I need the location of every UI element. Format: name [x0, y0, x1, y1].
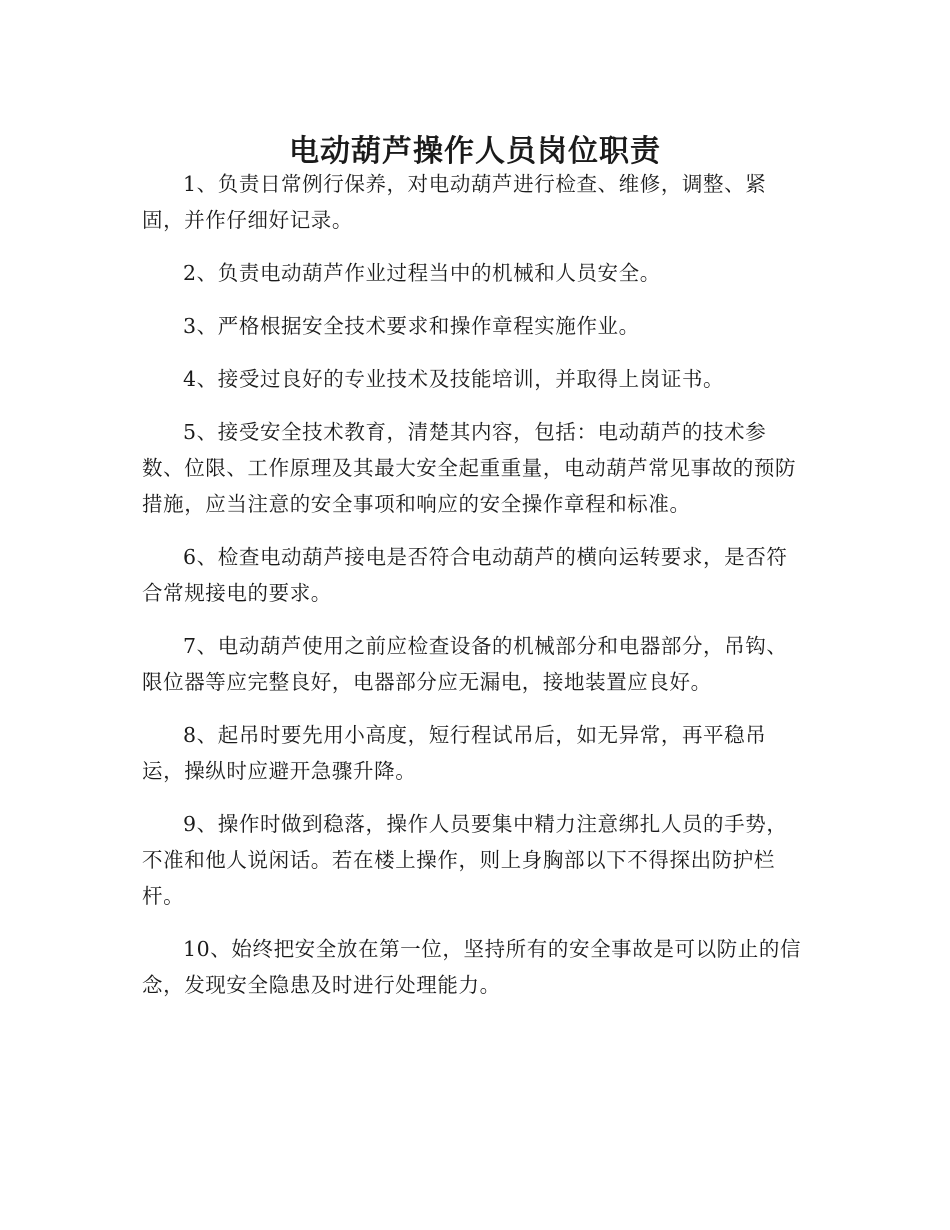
duty-item-8: 8、起吊时要先用小高度，短行程试吊后，如无异常，再平稳吊运，操纵时应避开急骤升降。 — [142, 723, 767, 783]
duty-item-3: 3、严格根据安全技术要求和操作章程实施作业。 — [183, 314, 640, 338]
duty-item-9: 9、操作时做到稳落，操作人员要集中精力注意绑扎人员的手势，不准和他人说闲话。若在楼上操作，则上身胸部以下不得探出防护栏杆。 — [142, 812, 788, 908]
duty-item-7: 7、电动葫芦使用之前应检查设备的机械部分和电器部分，吊钩、限位器等应完整良好，电器部分应无漏电，接地装置应良好。 — [142, 634, 788, 694]
duty-item-4: 4、接受过良好的专业技术及技能培训，并取得上岗证书。 — [183, 367, 725, 391]
duty-item-2: 2、负责电动葫芦作业过程当中的机械和人员安全。 — [183, 261, 661, 285]
duty-item-6: 6、检查电动葫芦接电是否符合电动葫芦的横向运转要求，是否符合常规接电的要求。 — [142, 545, 788, 605]
document-title: 电动葫芦操作人员岗位职责 — [289, 134, 661, 170]
document-body — [142, 166, 806, 1020]
duty-item-5: 5、接受安全技术教育，清楚其内容，包括：电动葫芦的技术参数、位限、工作原理及其最大安全起重重量，电动葫芦常见事故的预防措施，应当注意的安全事项和响应的安全操作章程和标准。 — [142, 420, 797, 516]
duty-item-10: 10、始终把安全放在第一位，坚持所有的安全事故是可以防止的信念，发现安全隐患及时进行处理能力。 — [142, 937, 802, 997]
duty-item-1: 1、负责日常例行保养，对电动葫芦进行检查、维修，调整、紧固，并作仔细好记录。 — [142, 172, 767, 232]
